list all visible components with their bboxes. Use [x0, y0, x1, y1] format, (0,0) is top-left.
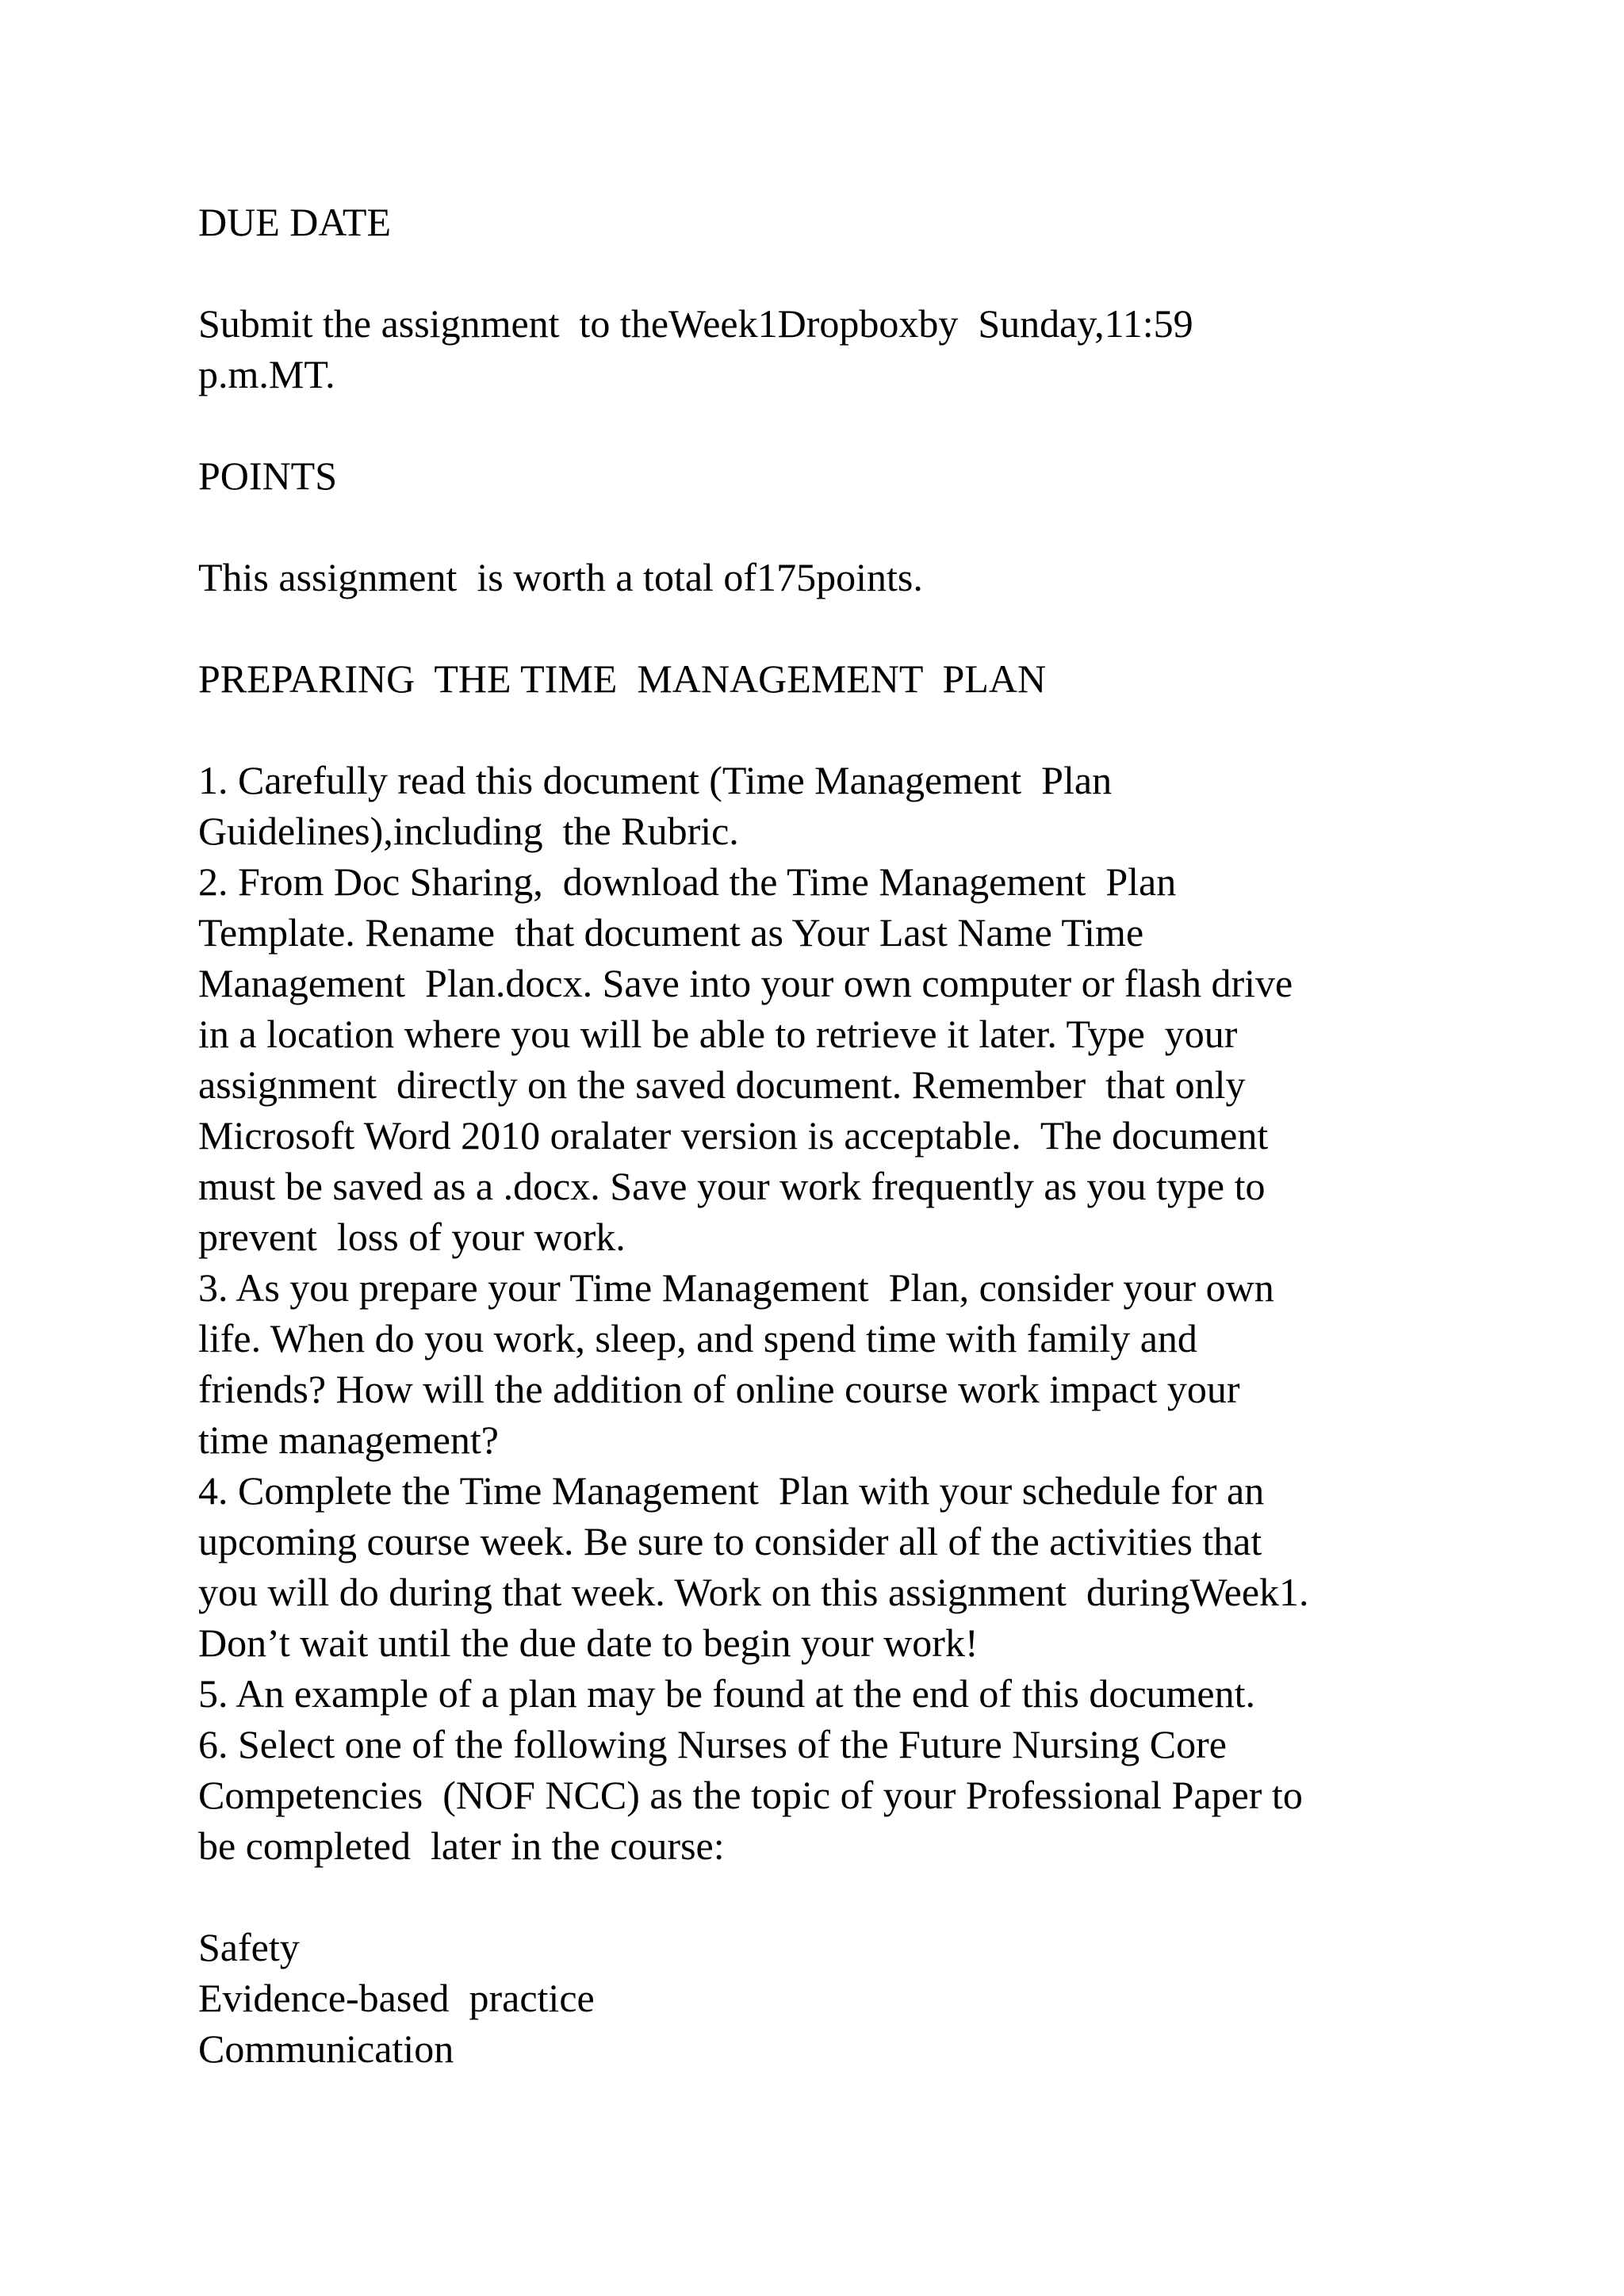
- instruction-line: friends? How will the addition of online course work impact your: [198, 1367, 1240, 1411]
- instruction-line: time management?: [198, 1418, 500, 1462]
- competency-item-evidence-based-practice: Evidence-based practice: [198, 1976, 595, 2020]
- due-date-line-2: p.m.MT.: [198, 352, 335, 396]
- document-body: [198, 197, 1435, 2074]
- spacer: [198, 247, 1435, 298]
- instruction-line: upcoming course week. Be sure to consider all of the activities that: [198, 1519, 1262, 1563]
- instruction-line: assignment directly on the saved document. Remember that only: [198, 1062, 1246, 1107]
- instruction-line: Template. Rename that document as Your Last Name Time: [198, 910, 1144, 955]
- instruction-line: be completed later in the course:: [198, 1823, 725, 1868]
- instruction-line: Competencies (NOF NCC) as the topic of your Professional Paper to: [198, 1773, 1303, 1817]
- spacer: [198, 400, 1435, 450]
- instruction-line: you will do during that week. Work on this assignment duringWeek1.: [198, 1570, 1309, 1614]
- competency-item-safety: Safety: [198, 1925, 300, 1969]
- instruction-line: must be saved as a .docx. Save your work frequently as you type to: [198, 1164, 1266, 1208]
- instruction-line: 3. As you prepare your Time Management Plan, consider your own: [198, 1265, 1274, 1310]
- instruction-line: Don’t wait until the due date to begin your work!: [198, 1621, 979, 1665]
- due-date-line-1: Submit the assignment to theWeek1Dropboxby Sunday,11:59: [198, 301, 1193, 346]
- instruction-line: 6. Select one of the following Nurses of the Future Nursing Core: [198, 1722, 1227, 1766]
- instruction-line: in a location where you will be able to retrieve it later. Type your: [198, 1012, 1238, 1056]
- instruction-line: life. When do you work, sleep, and spend time with family and: [198, 1316, 1197, 1360]
- instruction-line: 1. Carefully read this document (Time Management Plan: [198, 758, 1113, 802]
- spacer: [198, 603, 1435, 653]
- instruction-line: Guidelines),including the Rubric.: [198, 809, 739, 853]
- instruction-line: 5. An example of a plan may be found at the end of this document.: [198, 1671, 1255, 1716]
- instruction-line: Management Plan.docx. Save into your own computer or flash drive: [198, 961, 1293, 1005]
- spacer: [198, 704, 1435, 755]
- instruction-line: prevent loss of your work.: [198, 1215, 626, 1259]
- points-heading: POINTS: [198, 453, 338, 498]
- instruction-line: Microsoft Word 2010 oralater version is acceptable. The document: [198, 1113, 1269, 1158]
- competency-item-communication: Communication: [198, 2026, 454, 2071]
- points-text: This assignment is worth a total of175points.: [198, 555, 923, 599]
- instruction-line: 4. Complete the Time Management Plan with your schedule for an: [198, 1468, 1265, 1513]
- instruction-line: 2. From Doc Sharing, download the Time Management Plan: [198, 859, 1177, 904]
- due-date-heading: DUE DATE: [198, 200, 392, 244]
- preparing-heading: PREPARING THE TIME MANAGEMENT PLAN: [198, 656, 1047, 701]
- spacer: [198, 501, 1435, 552]
- spacer: [198, 1871, 1435, 1922]
